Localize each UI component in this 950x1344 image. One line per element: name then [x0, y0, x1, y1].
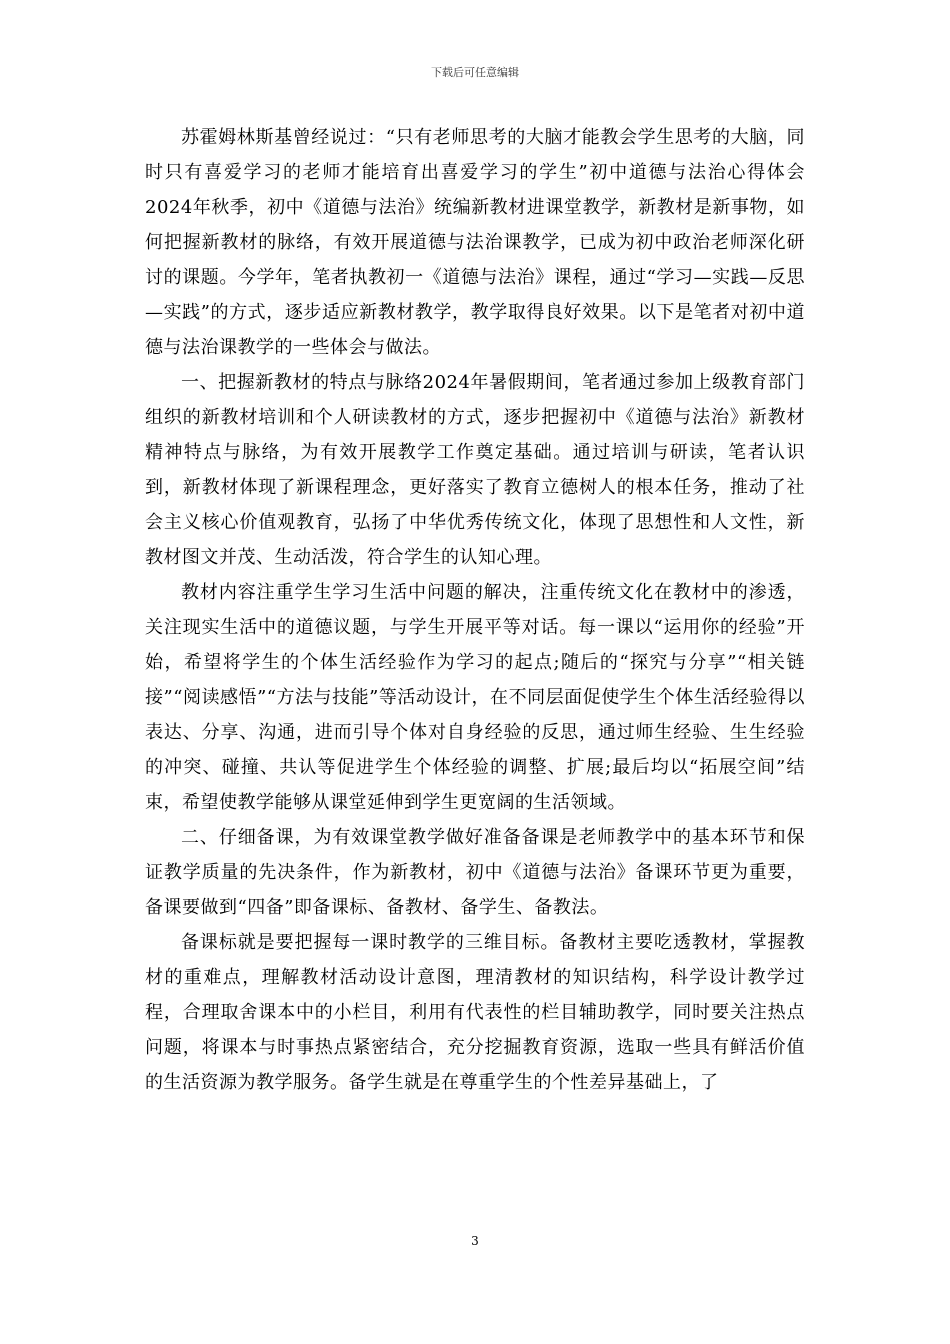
document-body [145, 120, 805, 1100]
paragraph-intro: 苏霍姆林斯基曾经说过：“只有老师思考的大脑才能教会学生思考的大脑，同时只有喜爱学习的老师才能培育出喜爱学习的学生”初中道德与法治心得体会2024年秋季，初中《道德与法治》统编新教材进课堂教学，新教材是新事物，如何把握新教材的脉络，有效开展道德与法治课教学，已成为初中政治老师深化研讨的课题。今学年，笔者执教初一《道德与法治》课程，通过“学习—实践—反思—实践”的方式，逐步适应新教材教学，教学取得良好效果。以下是笔者对初中道德与法治课教学的一些体会与做法。 [145, 127, 805, 358]
paragraph-textbook-content: 教材内容注重学生学习生活中问题的解决，注重传统文化在教材中的渗透，关注现实生活中的道德议题，与学生开展平等对话。每一课以“运用你的经验”开始，希望将学生的个体生活经验作为学习的起点;随后的“探究与分享”“相关链接”“阅读感悟”“方法与技能”等活动设计，在不同层面促使学生个体生活经验得以表达、分享、沟通，进而引导个体对自身经验的反思，通过师生经验、生生经验的冲突、碰撞、共认等促进学生个体经验的调整、扩展;最后均以“拓展空间”结束，希望使教学能够从课堂延伸到学生更宽阔的生活领域。 [145, 582, 805, 813]
paragraph-section-one: 一、把握新教材的特点与脉络2024年暑假期间，笔者通过参加上级教育部门组织的新教材培训和个人研读教材的方式，逐步把握初中《道德与法治》新教材精神特点与脉络，为有效开展教学工作奠定基础。通过培训与研读，笔者认识到，新教材体现了新课程理念，更好落实了教育立德树人的根本任务，推动了社会主义核心价值观教育，弘扬了中华优秀传统文化，体现了思想性和人文性，新教材图文并茂、生动活泼，符合学生的认知心理。 [145, 372, 805, 568]
paragraph-lesson-prep: 备课标就是要把握每一课时教学的三维目标。备教材主要吃透教材，掌握教材的重难点，理解教材活动设计意图，理清教材的知识结构，科学设计教学过程，合理取舍课本中的小栏目，利用有代表性的栏目辅助教学，同时要关注热点问题，将课本与时事热点紧密结合，充分挖掘教育资源，选取一些具有鲜活价值的生活资源为教学服务。备学生就是在尊重学生的个性差异基础上，了 [145, 932, 805, 1093]
page-header: 下载后可任意编辑 [431, 66, 519, 79]
paragraph-section-two: 二、仔细备课，为有效课堂教学做好准备备课是老师教学中的基本环节和保证教学质量的先决条件，作为新教材，初中《道德与法治》备课环节更为重要，备课要做到“四备”即备课标、备教材、备学生、备教法。 [145, 827, 805, 918]
page-number: 3 [471, 1234, 479, 1248]
